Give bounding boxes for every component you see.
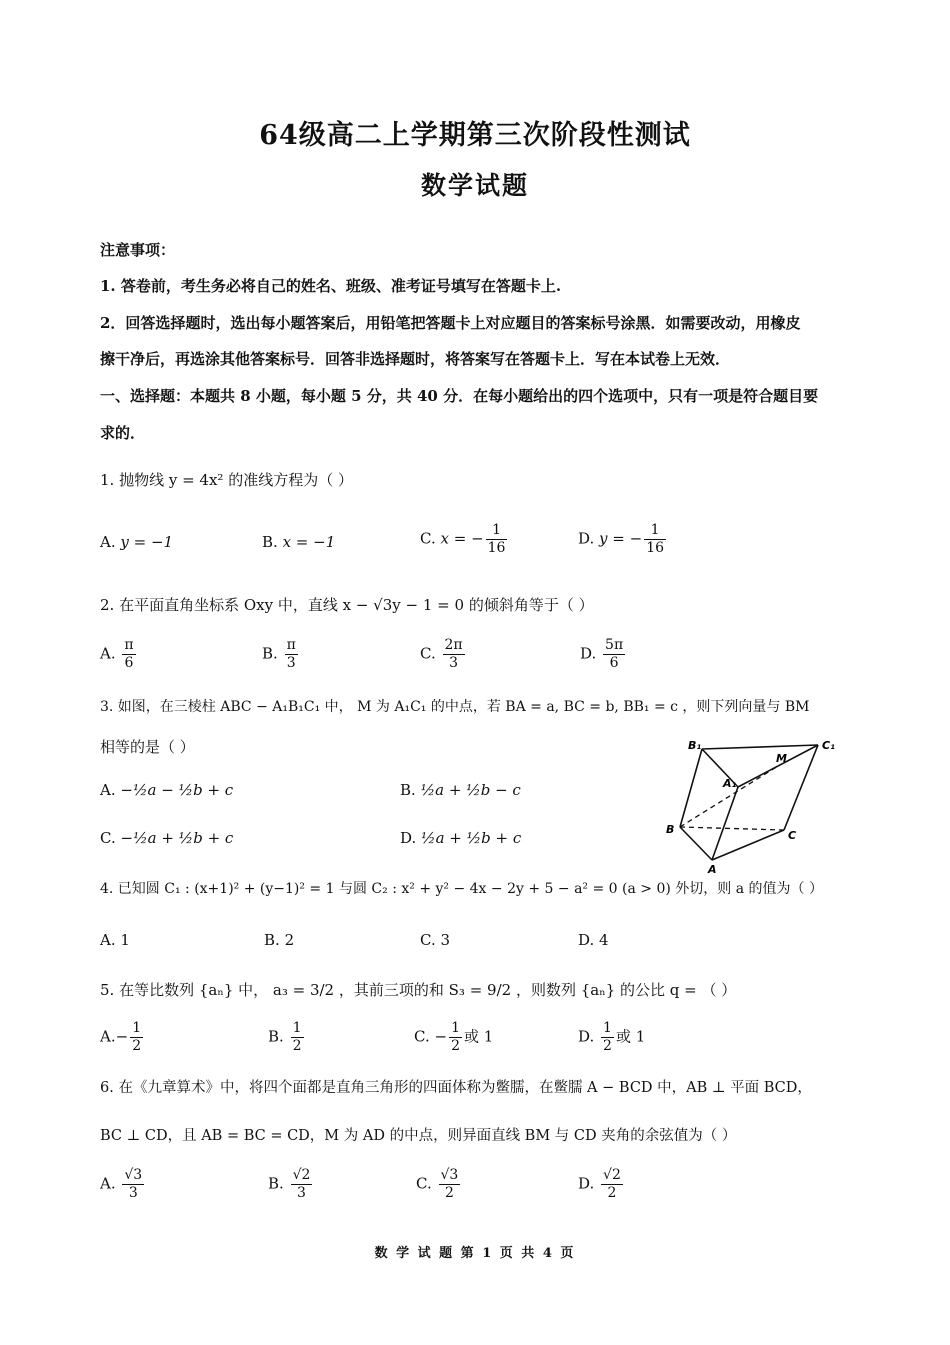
- option-text: 3: [440, 931, 451, 949]
- q4-option-b: [264, 930, 294, 950]
- option-label: A.: [100, 1027, 116, 1046]
- page-title: 64级高二上学期第三次阶段性测试: [259, 120, 691, 151]
- edge-c1-c: [784, 745, 818, 830]
- fraction: $\frac{√2}{2}$: [603, 1167, 621, 1201]
- option-label: D.: [580, 644, 597, 663]
- note-2-line-2: 擦干净后，再选涂其他答案标号．回答非选择题时，将答案写在答题卡上．写在本试卷上无效．: [100, 350, 731, 368]
- q1-stem: 1. 抛物线 y = 4x² 的准线方程为（ ）: [100, 471, 353, 489]
- q4-option-d: [578, 930, 609, 950]
- option-text: 或 1: [464, 1027, 494, 1046]
- notes-heading: 注意事项：: [100, 241, 176, 259]
- q1-option-b: [262, 532, 335, 552]
- q5-option-a: [100, 1020, 145, 1055]
- option-label: A.: [100, 931, 116, 949]
- option-label: D.: [578, 1174, 595, 1193]
- q5-stem: 5. 在等比数列 {aₙ} 中， a₃ = 3/2 ，其前三项的和 S₃ = 9/2 ，则数列 {aₙ} 的公比 q = （ ）: [100, 981, 737, 999]
- option-label: A.: [100, 781, 116, 799]
- label-m: M: [776, 752, 787, 765]
- fraction: $\frac{1}{16}$: [646, 522, 665, 556]
- option-text: x = −: [440, 529, 484, 548]
- label-b: B: [666, 823, 675, 836]
- q5-option-d: [578, 1020, 645, 1055]
- q6-stem-cont: BC ⊥ CD，且 AB = BC = CD，M 为 AD 的中点，则异面直线 BM 与 CD 夹角的余弦值为（ ）: [100, 1128, 737, 1144]
- q6-option-a: [100, 1167, 146, 1202]
- q3-stem: 3. 如图，在三棱柱 ABC − A₁B₁C₁ 中， M 为 A₁C₁ 的中点，若 BA = a, BC = b, BB₁ = c ，则下列向量与 BM: [100, 699, 810, 715]
- prism-figure: [660, 735, 860, 875]
- option-label: C.: [100, 829, 116, 847]
- option-label: B.: [262, 533, 278, 551]
- option-label: B.: [264, 931, 280, 949]
- option-text: 1: [120, 931, 130, 949]
- option-text: y = −: [599, 529, 643, 548]
- option-label: D.: [578, 931, 595, 949]
- option-label: B.: [262, 644, 278, 663]
- option-label: C.: [420, 931, 436, 949]
- option-text: ½a + ½b − c: [420, 781, 521, 799]
- option-text: −: [434, 1027, 448, 1046]
- option-text: 4: [599, 931, 609, 949]
- option-label: A.: [100, 533, 116, 551]
- q2-option-d: [580, 637, 627, 672]
- q5-option-c: [414, 1020, 493, 1055]
- option-text: ½a + ½b + c: [421, 829, 522, 847]
- label-a: A: [708, 863, 717, 875]
- fraction: $\frac{\pi}{6}$: [124, 637, 134, 671]
- fraction: $\frac{1}{2}$: [132, 1020, 142, 1054]
- option-label: B.: [400, 781, 416, 799]
- q3-option-b: [400, 780, 521, 800]
- q4-option-c: [420, 930, 450, 950]
- option-label: C.: [420, 644, 436, 663]
- option-text: −½a − ½b + c: [120, 781, 234, 799]
- q3-stem-cont: 相等的是（ ）: [100, 738, 195, 756]
- q1-option-a: [100, 532, 173, 552]
- option-label: C.: [416, 1174, 432, 1193]
- fraction: $\frac{2\pi}{3}$: [444, 637, 463, 671]
- q6-option-b: [268, 1167, 314, 1202]
- edge-a1-a: [712, 787, 738, 860]
- option-text: 或 1: [615, 1027, 646, 1046]
- q3-option-c: [100, 828, 233, 848]
- q2-option-c: [420, 637, 467, 672]
- q2-stem: 2. 在平面直角坐标系 Oxy 中，直线 x − √3y − 1 = 0 的倾斜角等于（ ）: [100, 596, 594, 614]
- fraction: $\frac{1}{2}$: [451, 1020, 460, 1054]
- option-label: C.: [420, 529, 436, 548]
- q1-option-c: [420, 522, 509, 557]
- option-text: −½a + ½b + c: [120, 829, 234, 847]
- fraction: $\frac{√2}{3}$: [292, 1167, 311, 1201]
- fraction: $\frac{5\pi}{6}$: [605, 637, 624, 671]
- label-a1: A₁: [723, 777, 737, 790]
- fraction: $\frac{√3}{3}$: [124, 1167, 143, 1201]
- fraction: $\frac{√3}{2}$: [440, 1167, 459, 1201]
- option-label: C.: [414, 1027, 430, 1046]
- option-text: y = −1: [120, 533, 174, 551]
- q3-option-a: [100, 780, 233, 800]
- q5-option-b: [268, 1020, 306, 1055]
- edge-b1-c1: [702, 745, 818, 749]
- label-c1: C₁: [822, 739, 835, 752]
- fraction: $\frac{1}{2}$: [603, 1020, 612, 1054]
- q2-option-b: [262, 637, 300, 672]
- q2-option-a: [100, 637, 138, 672]
- note-1: 1. 答卷前，考生务必将自己的姓名、班级、准考证号填写在答题卡上.: [100, 277, 562, 295]
- label-c: C: [788, 829, 797, 842]
- note-2-line-1: 2．回答选择题时，选出每小题答案后，用铅笔把答题卡上对应题目的答案标号涂黑．如需要改动，用橡皮: [100, 314, 801, 332]
- option-text: −: [115, 1027, 129, 1046]
- option-label: D.: [578, 1027, 595, 1046]
- q4-stem: 4. 已知圆 C₁ : (x+1)² + (y−1)² = 1 与圆 C₂ : x² + y² − 4x − 2y + 5 − a² = 0 (a > 0) 外切，则 a 的值为（ ）: [100, 881, 823, 897]
- q4-option-a: [100, 930, 130, 950]
- option-label: B.: [268, 1174, 284, 1193]
- fraction: $\frac{\pi}{3}$: [286, 637, 296, 671]
- option-text: x = −1: [282, 533, 336, 551]
- edge-b-a: [680, 827, 712, 860]
- q6-option-d: [578, 1167, 625, 1202]
- page-footer: 数 学 试 题 第 1 页 共 4 页: [374, 1246, 576, 1261]
- option-label: D.: [400, 829, 417, 847]
- option-text: 2: [284, 931, 295, 949]
- fraction: $\frac{1}{2}$: [292, 1020, 302, 1054]
- q6-option-c: [416, 1167, 462, 1202]
- edge-b-c-hidden: [680, 827, 784, 830]
- page-subtitle: 数学试题: [420, 171, 529, 200]
- option-label: A.: [100, 1174, 116, 1193]
- q1-option-d: [578, 522, 668, 557]
- option-label: B.: [268, 1027, 284, 1046]
- option-label: A.: [100, 644, 116, 663]
- section-1-heading-cont: 求的．: [100, 424, 146, 442]
- fraction: $\frac{1}{16}$: [487, 522, 506, 556]
- label-b1: B₁: [688, 739, 702, 752]
- q3-option-d: [400, 828, 521, 848]
- option-label: D.: [578, 529, 595, 548]
- section-1-heading: 一、选择题：本题共 8 小题，每小题 5 分，共 40 分．在每小题给出的四个选项中，只有一项是符合题目要: [100, 387, 819, 405]
- edge-a-c: [712, 830, 784, 860]
- q6-stem: 6. 在《九章算术》中，将四个面都是直角三角形的四面体称为鳖臑，在鳖臑 A − BCD 中，AB ⊥ 平面 BCD，: [100, 1080, 812, 1096]
